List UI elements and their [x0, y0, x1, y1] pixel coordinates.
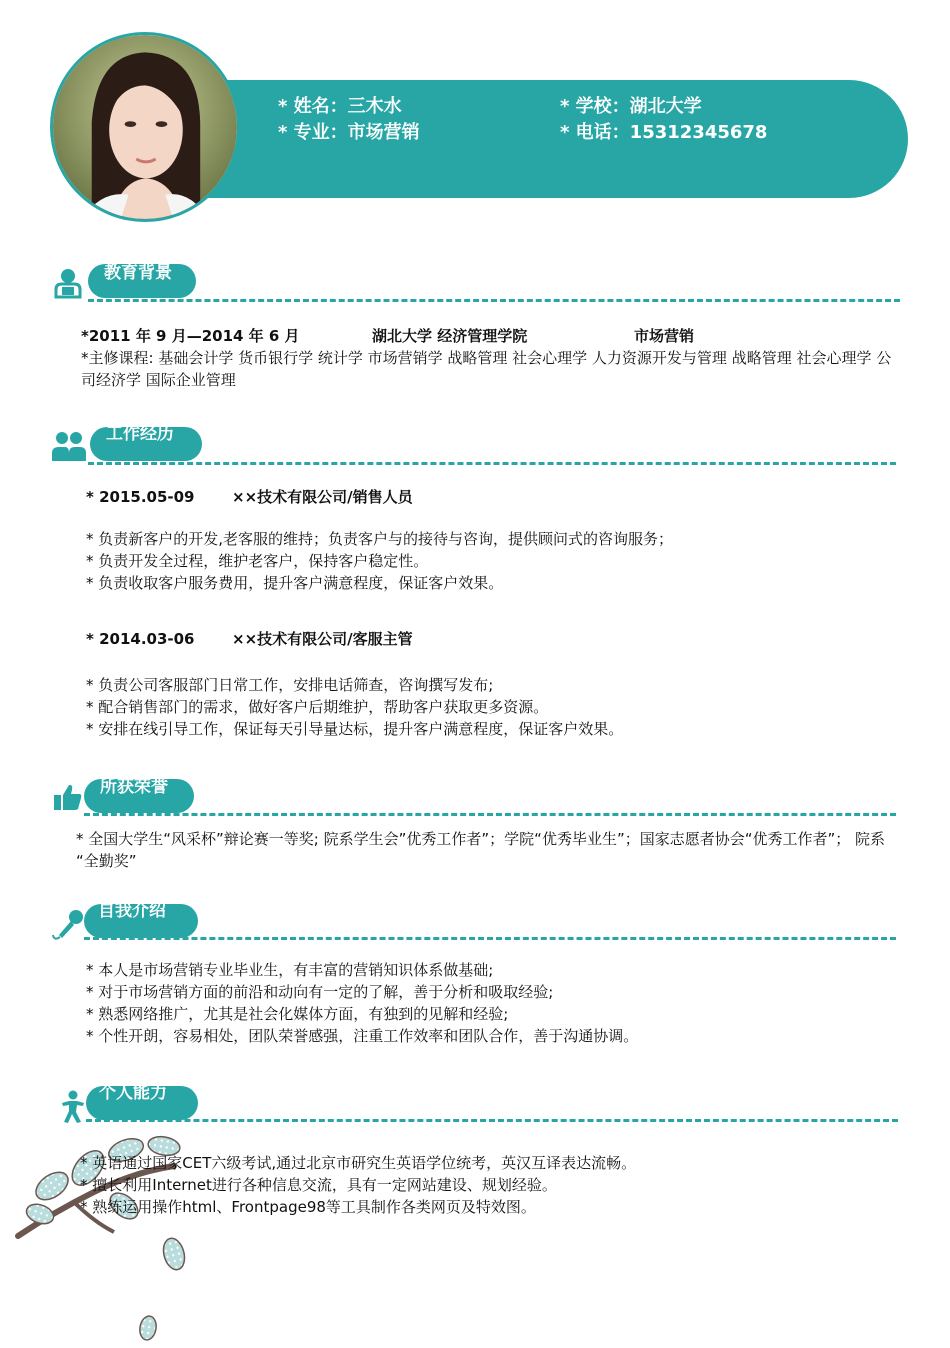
self-intro-divider — [84, 937, 896, 940]
microphone-icon — [51, 908, 85, 942]
avatar-photo — [53, 35, 237, 219]
self-intro-item: * 熟悉网络推广，尤其是社会化媒体方面，有独到的见解和经验; — [86, 1005, 509, 1023]
avatar — [50, 32, 240, 222]
skills-divider — [86, 1119, 898, 1122]
work-divider — [88, 462, 896, 465]
skills-item: * 擅长利用Internet进行各种信息交流，具有一定网站建设、规划经验。 — [80, 1176, 557, 1194]
job-duty: * 负责开发全过程，维护老客户，保持客户稳定性。 — [86, 552, 429, 570]
phone-label: * 电话：15312345678 — [560, 122, 768, 143]
honors-title: 所获荣誉 — [100, 777, 168, 797]
name-label: * 姓名：三木水 — [278, 96, 402, 117]
education-title: 教育背景 — [104, 263, 172, 283]
honors-text: * 全国大学生“风采杯”辩论赛一等奖; 院系学生会”优秀工作者”；学院“优秀毕业生”；国家志愿者协会“优秀工作者”； 院系 “全勤奖” — [76, 830, 886, 870]
job-duty: * 负责公司客服部门日常工作，安排电话筛查，咨询撰写发布; — [86, 676, 494, 694]
self-intro-item: * 对于市场营销方面的前沿和动向有一定的了解，善于分析和吸取经验; — [86, 983, 554, 1001]
school-label: * 学校：湖北大学 — [560, 96, 702, 117]
job-date: * 2014.03-06 — [86, 630, 195, 648]
team-icon — [51, 429, 87, 463]
skills-title: 个人能力 — [99, 1083, 167, 1103]
thumbs-up-icon — [53, 782, 83, 812]
job-duty: * 负责收取客户服务费用，提升客户满意程度，保证客户效果。 — [86, 574, 504, 592]
self-intro-title: 自我介绍 — [98, 901, 166, 921]
job-duty: * 配合销售部门的需求，做好客户后期维护，帮助客户获取更多资源。 — [86, 698, 549, 716]
education-divider — [88, 299, 900, 302]
education-major: 市场营销 — [634, 327, 695, 345]
job-duty: * 安排在线引导工作，保证每天引导量达标，提升客户满意程度，保证客户效果。 — [86, 720, 624, 738]
job-company: ××技术有限公司/销售人员 — [232, 488, 413, 506]
major-label: * 专业：市场营销 — [278, 122, 420, 143]
work-title: 工作经历 — [106, 424, 174, 444]
job-duty: * 负责新客户的开发,老客服的维持；负责客户与的接待与咨询，提供顾问式的咨询服务； — [86, 530, 674, 548]
running-person-icon — [60, 1090, 86, 1124]
skills-item: * 英语通过国家CET六级考试,通过北京市研究生英语学位统考，英汉互译表达流畅。 — [80, 1154, 637, 1172]
self-intro-item: * 个性开朗，容易相处，团队荣誉感强，注重工作效率和团队合作，善于沟通协调。 — [86, 1027, 639, 1045]
honors-divider — [84, 813, 896, 816]
job-company: ××技术有限公司/客服主管 — [232, 630, 413, 648]
education-period: *2011 年 9 月—2014 年 6 月 — [81, 327, 300, 345]
skills-item: * 熟练运用操作html、Frontpage98等工具制作各类网页及特效图。 — [80, 1198, 536, 1216]
self-intro-item: * 本人是市场营销专业毕业生，有丰富的营销知识体系做基础; — [86, 961, 494, 979]
education-courses: *主修课程: 基础会计学 货币银行学 统计学 市场营销学 战略管理 社会心理学 人力资源开发与管理 战略管理 社会心理学 公司经济学 国际企业管理 — [81, 349, 892, 389]
header-banner — [150, 80, 908, 198]
education-school: 湖北大学 经济管理学院 — [372, 327, 528, 345]
job-date: * 2015.05-09 — [86, 488, 195, 506]
person-icon — [53, 267, 83, 299]
